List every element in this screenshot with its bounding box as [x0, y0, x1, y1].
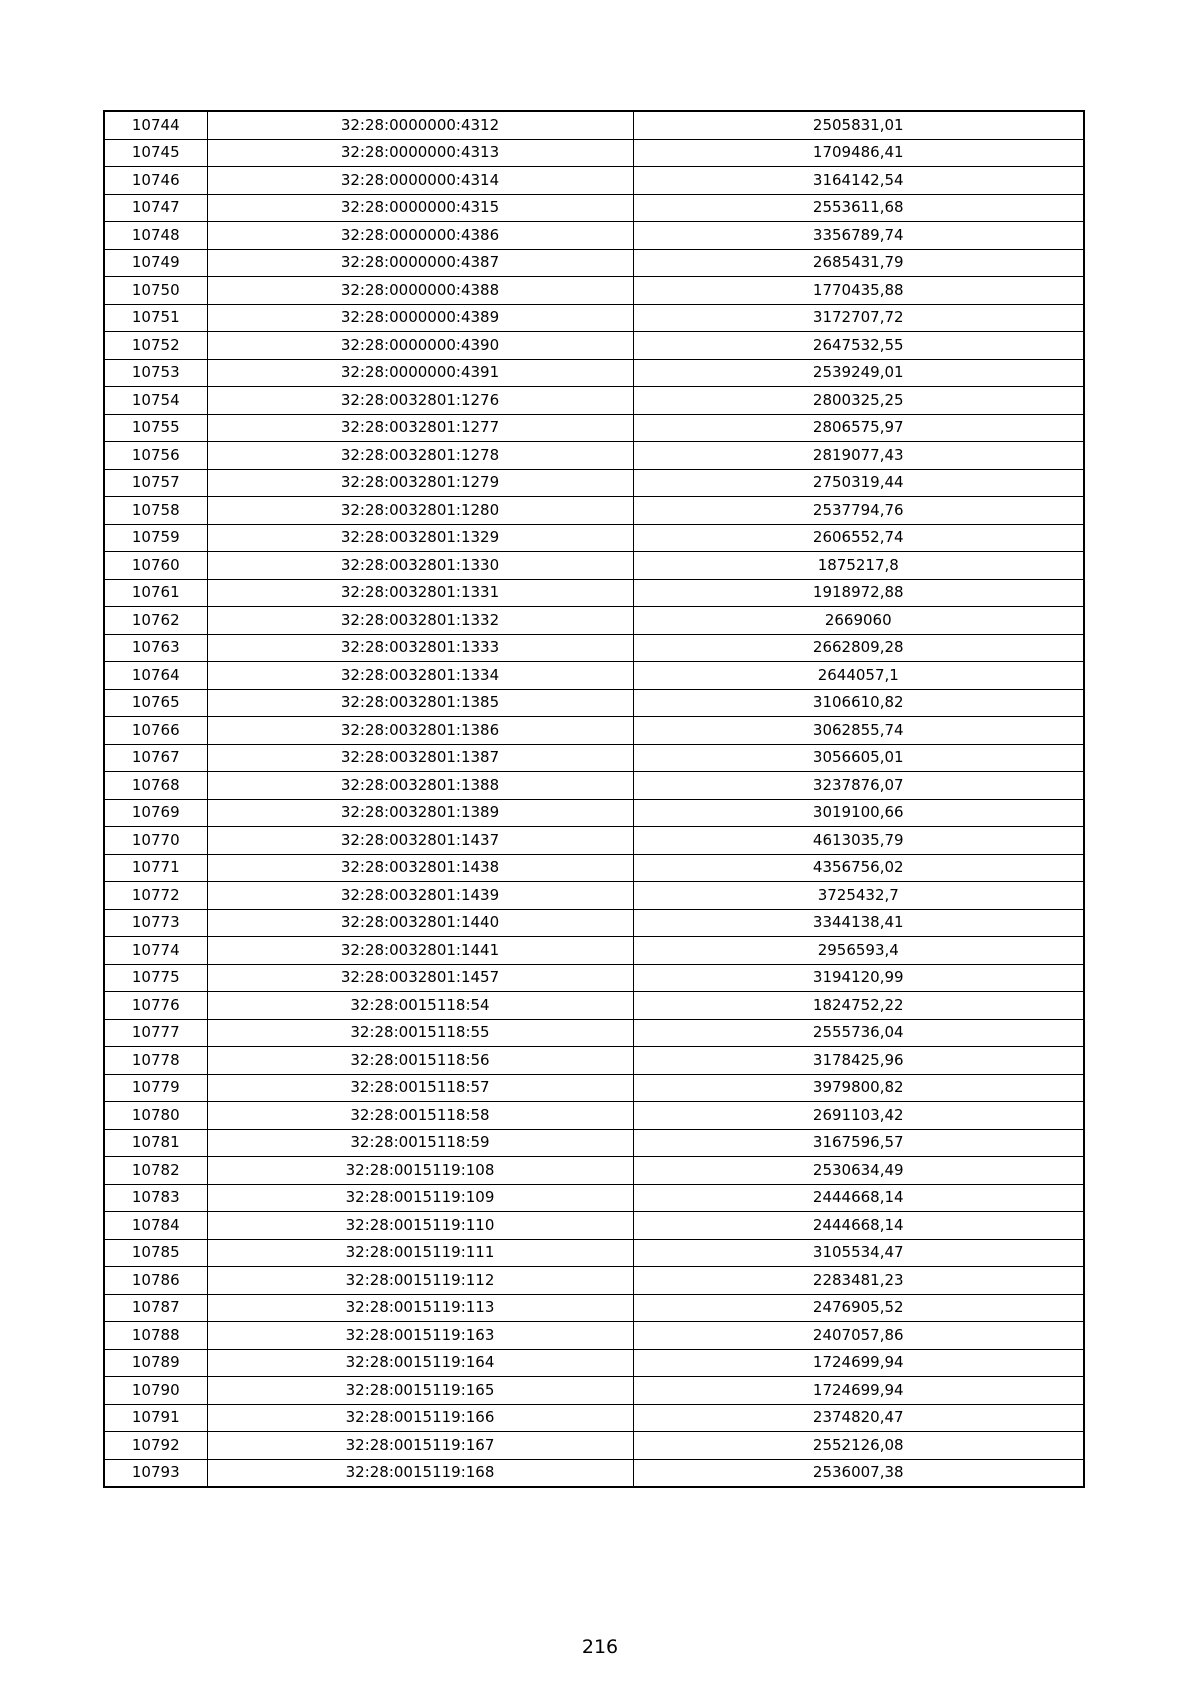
cadastral-value-cell: 2956593,4: [633, 937, 1084, 965]
cadastral-value-cell: 2444668,14: [633, 1212, 1084, 1240]
cadastral-value-cell: 3344138,41: [633, 909, 1084, 937]
cadastral-value-cell: 3725432,7: [633, 882, 1084, 910]
cadastral-number-cell: 32:28:0032801:1441: [207, 937, 633, 965]
cadastral-value-cell: 3356789,74: [633, 222, 1084, 250]
row-number-cell: 10787: [104, 1294, 207, 1322]
cadastral-number-cell: 32:28:0032801:1277: [207, 414, 633, 442]
table-row: [104, 524, 1084, 552]
table-row: [104, 387, 1084, 415]
cadastral-number-cell: 32:28:0000000:4312: [207, 111, 633, 139]
cadastral-number-cell: 32:28:0015119:163: [207, 1322, 633, 1350]
table-row: [104, 1404, 1084, 1432]
cadastral-number-cell: 32:28:0032801:1330: [207, 552, 633, 580]
cadastral-number-cell: 32:28:0032801:1280: [207, 497, 633, 525]
row-number-cell: 10749: [104, 249, 207, 277]
row-number-cell: 10773: [104, 909, 207, 937]
cadastral-number-cell: 32:28:0015118:54: [207, 992, 633, 1020]
table-row: [104, 111, 1084, 139]
cadastral-number-cell: 32:28:0032801:1440: [207, 909, 633, 937]
table-row: [104, 909, 1084, 937]
cadastral-value-cell: 2505831,01: [633, 111, 1084, 139]
table-row: [104, 882, 1084, 910]
cadastral-number-cell: 32:28:0015118:58: [207, 1102, 633, 1130]
row-number-cell: 10785: [104, 1239, 207, 1267]
cadastral-value-cell: 2407057,86: [633, 1322, 1084, 1350]
cadastral-number-cell: 32:28:0032801:1278: [207, 442, 633, 470]
cadastral-value-cell: 2552126,08: [633, 1432, 1084, 1460]
table-row: [104, 992, 1084, 1020]
cadastral-value-cell: 2644057,1: [633, 662, 1084, 690]
cadastral-value-cell: 3062855,74: [633, 717, 1084, 745]
table-row: [104, 799, 1084, 827]
table-row: [104, 1047, 1084, 1075]
table-row: [104, 689, 1084, 717]
row-number-cell: 10764: [104, 662, 207, 690]
row-number-cell: 10760: [104, 552, 207, 580]
cadastral-number-cell: 32:28:0000000:4389: [207, 304, 633, 332]
cadastral-value-cell: 3178425,96: [633, 1047, 1084, 1075]
table-row: [104, 1377, 1084, 1405]
cadastral-number-cell: 32:28:0032801:1388: [207, 772, 633, 800]
row-number-cell: 10770: [104, 827, 207, 855]
row-number-cell: 10788: [104, 1322, 207, 1350]
cadastral-number-cell: 32:28:0015119:166: [207, 1404, 633, 1432]
table-row: [104, 497, 1084, 525]
cadastral-value-cell: 3172707,72: [633, 304, 1084, 332]
table-row: [104, 964, 1084, 992]
cadastral-value-cell: 2647532,55: [633, 332, 1084, 360]
row-number-cell: 10775: [104, 964, 207, 992]
row-number-cell: 10782: [104, 1157, 207, 1185]
row-number-cell: 10784: [104, 1212, 207, 1240]
table-row: [104, 277, 1084, 305]
cadastral-number-cell: 32:28:0032801:1276: [207, 387, 633, 415]
cadastral-number-cell: 32:28:0000000:4386: [207, 222, 633, 250]
cadastral-number-cell: 32:28:0015119:167: [207, 1432, 633, 1460]
cadastral-number-cell: 32:28:0032801:1334: [207, 662, 633, 690]
row-number-cell: 10792: [104, 1432, 207, 1460]
cadastral-number-cell: 32:28:0015119:112: [207, 1267, 633, 1295]
cadastral-number-cell: 32:28:0032801:1387: [207, 744, 633, 772]
table-row: [104, 1102, 1084, 1130]
row-number-cell: 10783: [104, 1184, 207, 1212]
cadastral-value-cell: 2476905,52: [633, 1294, 1084, 1322]
cadastral-value-cell: 2750319,44: [633, 469, 1084, 497]
table-row: [104, 1019, 1084, 1047]
cadastral-number-cell: 32:28:0032801:1279: [207, 469, 633, 497]
row-number-cell: 10759: [104, 524, 207, 552]
row-number-cell: 10772: [104, 882, 207, 910]
cadastral-value-cell: 2536007,38: [633, 1459, 1084, 1487]
cadastral-value-cell: 2669060: [633, 607, 1084, 635]
row-number-cell: 10756: [104, 442, 207, 470]
table-row: [104, 1212, 1084, 1240]
row-number-cell: 10776: [104, 992, 207, 1020]
row-number-cell: 10758: [104, 497, 207, 525]
row-number-cell: 10752: [104, 332, 207, 360]
row-number-cell: 10790: [104, 1377, 207, 1405]
table-row: [104, 854, 1084, 882]
table-body: [104, 111, 1084, 1487]
row-number-cell: 10747: [104, 194, 207, 222]
cadastral-value-cell: 3056605,01: [633, 744, 1084, 772]
table-row: [104, 414, 1084, 442]
cadastral-number-cell: 32:28:0032801:1437: [207, 827, 633, 855]
cadastral-value-cell: 1709486,41: [633, 139, 1084, 167]
table-row: [104, 1129, 1084, 1157]
cadastral-number-cell: 32:28:0015119:109: [207, 1184, 633, 1212]
table-row: [104, 607, 1084, 635]
cadastral-number-cell: 32:28:0015119:111: [207, 1239, 633, 1267]
cadastral-number-cell: 32:28:0032801:1389: [207, 799, 633, 827]
table-row: [104, 827, 1084, 855]
table-row: [104, 552, 1084, 580]
table-row: [104, 442, 1084, 470]
table-row: [104, 1294, 1084, 1322]
table-row: [104, 1267, 1084, 1295]
table-row: [104, 1074, 1084, 1102]
cadastral-number-cell: 32:28:0000000:4314: [207, 167, 633, 195]
row-number-cell: 10761: [104, 579, 207, 607]
cadastral-number-cell: 32:28:0032801:1385: [207, 689, 633, 717]
table-row: [104, 167, 1084, 195]
cadastral-number-cell: 32:28:0032801:1457: [207, 964, 633, 992]
cadastral-number-cell: 32:28:0000000:4387: [207, 249, 633, 277]
table-row: [104, 359, 1084, 387]
cadastral-value-cell: 1770435,88: [633, 277, 1084, 305]
row-number-cell: 10767: [104, 744, 207, 772]
row-number-cell: 10789: [104, 1349, 207, 1377]
row-number-cell: 10780: [104, 1102, 207, 1130]
cadastral-value-cell: 2691103,42: [633, 1102, 1084, 1130]
cadastral-value-cell: 3194120,99: [633, 964, 1084, 992]
table-row: [104, 194, 1084, 222]
cadastral-number-cell: 32:28:0032801:1333: [207, 634, 633, 662]
row-number-cell: 10757: [104, 469, 207, 497]
cadastral-value-cell: 3105534,47: [633, 1239, 1084, 1267]
cadastral-number-cell: 32:28:0015118:56: [207, 1047, 633, 1075]
row-number-cell: 10763: [104, 634, 207, 662]
cadastral-value-cell: 1724699,94: [633, 1377, 1084, 1405]
cadastral-value-cell: 3979800,82: [633, 1074, 1084, 1102]
cadastral-value-cell: 2553611,68: [633, 194, 1084, 222]
cadastral-value-cell: 2819077,43: [633, 442, 1084, 470]
table-row: [104, 717, 1084, 745]
table-row: [104, 332, 1084, 360]
cadastral-number-cell: 32:28:0032801:1332: [207, 607, 633, 635]
cadastral-value-cell: 3164142,54: [633, 167, 1084, 195]
cadastral-value-cell: 2374820,47: [633, 1404, 1084, 1432]
table-row: [104, 469, 1084, 497]
table-row: [104, 1432, 1084, 1460]
cadastral-value-cell: 2662809,28: [633, 634, 1084, 662]
cadastral-number-cell: 32:28:0015119:165: [207, 1377, 633, 1405]
cadastral-value-cell: 2444668,14: [633, 1184, 1084, 1212]
cadastral-value-cell: 3019100,66: [633, 799, 1084, 827]
cadastral-number-cell: 32:28:0000000:4390: [207, 332, 633, 360]
row-number-cell: 10786: [104, 1267, 207, 1295]
cadastral-value-cell: 3106610,82: [633, 689, 1084, 717]
cadastral-value-cell: 3167596,57: [633, 1129, 1084, 1157]
row-number-cell: 10755: [104, 414, 207, 442]
row-number-cell: 10778: [104, 1047, 207, 1075]
row-number-cell: 10777: [104, 1019, 207, 1047]
row-number-cell: 10768: [104, 772, 207, 800]
cadastral-number-cell: 32:28:0032801:1331: [207, 579, 633, 607]
row-number-cell: 10766: [104, 717, 207, 745]
row-number-cell: 10791: [104, 1404, 207, 1432]
cadastral-value-cell: 2685431,79: [633, 249, 1084, 277]
row-number-cell: 10762: [104, 607, 207, 635]
table-row: [104, 1184, 1084, 1212]
row-number-cell: 10754: [104, 387, 207, 415]
cadastral-value-table: [103, 110, 1085, 1488]
row-number-cell: 10793: [104, 1459, 207, 1487]
table-row: [104, 304, 1084, 332]
cadastral-number-cell: 32:28:0000000:4388: [207, 277, 633, 305]
cadastral-value-cell: 2537794,76: [633, 497, 1084, 525]
row-number-cell: 10771: [104, 854, 207, 882]
row-number-cell: 10781: [104, 1129, 207, 1157]
page-number: 216: [581, 1636, 619, 1658]
cadastral-number-cell: 32:28:0000000:4313: [207, 139, 633, 167]
cadastral-number-cell: 32:28:0015119:108: [207, 1157, 633, 1185]
cadastral-value-cell: 1918972,88: [633, 579, 1084, 607]
cadastral-value-cell: 2530634,49: [633, 1157, 1084, 1185]
table-row: [104, 1322, 1084, 1350]
table-row: [104, 1157, 1084, 1185]
cadastral-value-cell: 4613035,79: [633, 827, 1084, 855]
cadastral-value-cell: 1724699,94: [633, 1349, 1084, 1377]
row-number-cell: 10745: [104, 139, 207, 167]
cadastral-value-cell: 1824752,22: [633, 992, 1084, 1020]
table-row: [104, 937, 1084, 965]
table-row: [104, 634, 1084, 662]
cadastral-number-cell: 32:28:0032801:1439: [207, 882, 633, 910]
table-row: [104, 1349, 1084, 1377]
row-number-cell: 10779: [104, 1074, 207, 1102]
cadastral-number-cell: 32:28:0015119:110: [207, 1212, 633, 1240]
cadastral-value-cell: 2283481,23: [633, 1267, 1084, 1295]
cadastral-value-cell: 4356756,02: [633, 854, 1084, 882]
cadastral-number-cell: 32:28:0032801:1438: [207, 854, 633, 882]
row-number-cell: 10750: [104, 277, 207, 305]
cadastral-number-cell: 32:28:0015118:57: [207, 1074, 633, 1102]
table-row: [104, 744, 1084, 772]
cadastral-value-cell: 2555736,04: [633, 1019, 1084, 1047]
cadastral-value-cell: 3237876,07: [633, 772, 1084, 800]
table-row: [104, 1239, 1084, 1267]
cadastral-number-cell: 32:28:0032801:1386: [207, 717, 633, 745]
cadastral-value-cell: 1875217,8: [633, 552, 1084, 580]
table-row: [104, 579, 1084, 607]
row-number-cell: 10753: [104, 359, 207, 387]
table-row: [104, 249, 1084, 277]
row-number-cell: 10748: [104, 222, 207, 250]
cadastral-number-cell: 32:28:0000000:4315: [207, 194, 633, 222]
cadastral-value-cell: 2539249,01: [633, 359, 1084, 387]
row-number-cell: 10746: [104, 167, 207, 195]
row-number-cell: 10769: [104, 799, 207, 827]
table-row: [104, 662, 1084, 690]
table-row: [104, 1459, 1084, 1487]
cadastral-number-cell: 32:28:0015118:59: [207, 1129, 633, 1157]
cadastral-value-cell: 2800325,25: [633, 387, 1084, 415]
cadastral-value-cell: 2606552,74: [633, 524, 1084, 552]
cadastral-number-cell: 32:28:0015118:55: [207, 1019, 633, 1047]
table-row: [104, 139, 1084, 167]
cadastral-number-cell: 32:28:0015119:113: [207, 1294, 633, 1322]
row-number-cell: 10765: [104, 689, 207, 717]
table-row: [104, 222, 1084, 250]
row-number-cell: 10774: [104, 937, 207, 965]
cadastral-number-cell: 32:28:0032801:1329: [207, 524, 633, 552]
cadastral-number-cell: 32:28:0015119:168: [207, 1459, 633, 1487]
table-row: [104, 772, 1084, 800]
row-number-cell: 10744: [104, 111, 207, 139]
row-number-cell: 10751: [104, 304, 207, 332]
cadastral-number-cell: 32:28:0015119:164: [207, 1349, 633, 1377]
cadastral-number-cell: 32:28:0000000:4391: [207, 359, 633, 387]
cadastral-value-cell: 2806575,97: [633, 414, 1084, 442]
